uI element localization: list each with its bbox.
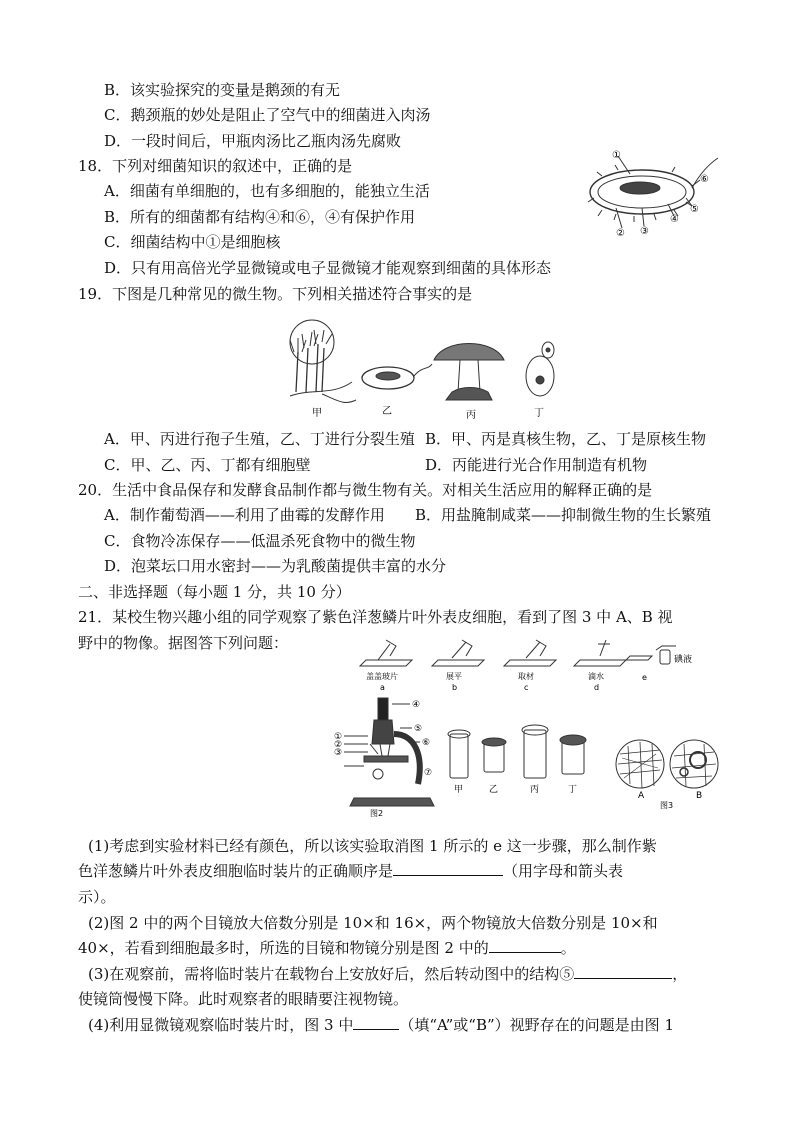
slide-prep-figure <box>356 636 720 694</box>
lens-label-yi: 乙 <box>489 785 499 795</box>
step-d-label: 滴水 <box>588 672 604 681</box>
field-label-a: A <box>638 791 645 801</box>
q18-option-b: B．所有的细菌都有结构④和⑥，④有保护作用 <box>104 208 416 226</box>
bacterium-label-2: ② <box>616 228 625 239</box>
bacterium-label-6: ⑥ <box>700 174 709 185</box>
microbe-label-bing: 丙 <box>466 410 476 421</box>
microbe-label-jia: 甲 <box>312 408 322 419</box>
step-b-label: 展平 <box>446 672 462 681</box>
q17-option-b: B．该实验探究的变量是鹅颈的有无 <box>104 81 341 99</box>
microscope-label-4: ④ <box>412 700 421 710</box>
q21-part1-text-b: （用字母和箭头表 <box>503 862 624 880</box>
microscope-label-3: ③ <box>334 748 343 758</box>
q18-stem: 18．下列对细菌知识的叙述中，正确的是 <box>78 157 353 175</box>
figure-3-caption: 图3 <box>660 801 674 810</box>
answer-blank-1[interactable] <box>393 860 503 876</box>
q17-option-c: C．鹅颈瓶的妙处是阻止了空气中的细菌进入肉汤 <box>104 106 431 124</box>
microbe-label-ding: 丁 <box>534 408 544 419</box>
answer-blank-4[interactable] <box>353 1014 399 1030</box>
iodine-label: 碘液 <box>674 655 693 665</box>
microscope-label-2: ② <box>334 740 343 750</box>
q21-part4-text-a: (4)利用显微镜观察临时装片时，图 3 中 <box>88 1016 354 1034</box>
step-a-letter: a <box>380 683 385 692</box>
q21-part2-text-a: 40×，若看到细胞最多时，所选的目镜和物镜分别是图 2 中的 <box>78 939 489 957</box>
q19-option-b: B．甲、丙是真核生物，乙、丁是原核生物 <box>425 430 707 448</box>
step-a-label: 盖盖玻片 <box>366 672 398 681</box>
q21-part1-line2 <box>78 860 623 882</box>
q20-option-b: B．用盐腌制咸菜——抑制微生物的生长繁殖 <box>415 506 712 524</box>
q21-part2-line1: (2)图 2 中的两个目镜放大倍数分别是 10×和 16×，两个物镜放大倍数分别是 10×和 <box>88 914 658 932</box>
step-c-letter: c <box>524 683 529 692</box>
lens-label-ding: 丁 <box>568 785 578 795</box>
step-e-letter: e <box>642 673 647 682</box>
q18-option-a: A．细菌有单细胞的，也有多细胞的，能独立生活 <box>104 182 430 200</box>
bacterium-label-5: ⑤ <box>690 204 699 215</box>
q20-option-a: A．制作葡萄酒——利用了曲霉的发酵作用 <box>104 506 385 524</box>
q21-part2-text-b: 。 <box>560 939 576 957</box>
q21-part1-line3: 示）。 <box>78 888 116 906</box>
q21-part3-text-a: (3)在观察前，需将临时装片在载物台上安放好后，然后转动图中的结构⑤ <box>88 965 575 983</box>
q20-option-d: D．泡菜坛口用水密封——为乳酸菌提供丰富的水分 <box>104 557 447 575</box>
bacterium-label-3: ③ <box>640 226 649 237</box>
q21-part1-line1: (1)考虑到实验材料已经有颜色，所以该实验取消图 1 所示的 e 这一步骤，那么制作紫 <box>88 837 657 855</box>
microscope-label-1: ① <box>334 732 343 742</box>
step-c-label: 取材 <box>518 672 534 681</box>
q21-part3-line1 <box>88 963 687 985</box>
microscope-label-6: ⑥ <box>422 738 431 748</box>
answer-blank-3[interactable] <box>574 963 672 979</box>
step-b-letter: b <box>452 683 458 692</box>
fields-of-view-figure <box>614 734 722 812</box>
q18-option-c: C．细菌结构中①是细胞核 <box>104 233 281 251</box>
step-d-letter: d <box>594 683 600 692</box>
q21-stem-line2: 野中的物像。据图答下列问题： <box>78 634 289 652</box>
microscope-label-5: ⑤ <box>414 724 423 734</box>
microbe-label-yi: 乙 <box>382 406 392 417</box>
q20-option-c: C．食物冷冻保存——低温杀死食物中的微生物 <box>104 532 416 550</box>
q21-stem-line1: 21．某校生物兴趣小组的同学观察了紫色洋葱鳞片叶外表皮细胞，看到了图 3 中 A、B 视 <box>78 608 673 626</box>
q21-part4-line1 <box>88 1014 674 1036</box>
microscope-label-7: ⑦ <box>424 768 433 778</box>
q20-stem: 20．生活中食品保存和发酵食品制作都与微生物有关。对相关生活应用的解释正确的是 <box>78 481 653 499</box>
section-2-heading: 二、非选择题（每小题 1 分，共 10 分） <box>78 583 351 601</box>
bacterium-label-1: ① <box>612 150 621 161</box>
bacterium-label-4: ④ <box>670 214 679 225</box>
q21-part1-text-a: 色洋葱鳞片叶外表皮细胞临时装片的正确顺序是 <box>78 862 394 880</box>
field-label-b: B <box>696 791 703 801</box>
q21-part2-line2 <box>78 937 576 959</box>
microscope-figure <box>334 694 614 820</box>
q19-option-a: A．甲、丙进行孢子生殖，乙、丁进行分裂生殖 <box>104 430 415 448</box>
q19-stem: 19．下图是几种常见的微生物。下列相关描述符合事实的是 <box>78 285 473 303</box>
q21-part3-text-b: ， <box>672 965 688 983</box>
microorganisms-figure <box>282 318 572 426</box>
q19-option-c: C．甲、乙、丙、丁都有细胞壁 <box>104 456 311 474</box>
q21-part3-line2: 使镜筒慢慢下降。此时观察者的眼睛要注视物镜。 <box>78 990 409 1008</box>
q21-part4-text-b: （填“A”或“B”）视野存在的问题是由图 1 <box>399 1016 674 1034</box>
lens-label-jia: 甲 <box>454 785 464 795</box>
answer-blank-2[interactable] <box>489 937 561 953</box>
q18-option-d: D．只有用高倍光学显微镜或电子显微镜才能观察到细菌的具体形态 <box>104 259 552 277</box>
figure-2-caption: 图2 <box>370 809 384 818</box>
lens-label-bing: 丙 <box>530 785 540 795</box>
q19-option-d: D．丙能进行光合作用制造有机物 <box>425 456 648 474</box>
bacterium-figure <box>582 148 732 240</box>
q17-option-d: D．一段时间后，甲瓶肉汤比乙瓶肉汤先腐败 <box>104 132 402 150</box>
